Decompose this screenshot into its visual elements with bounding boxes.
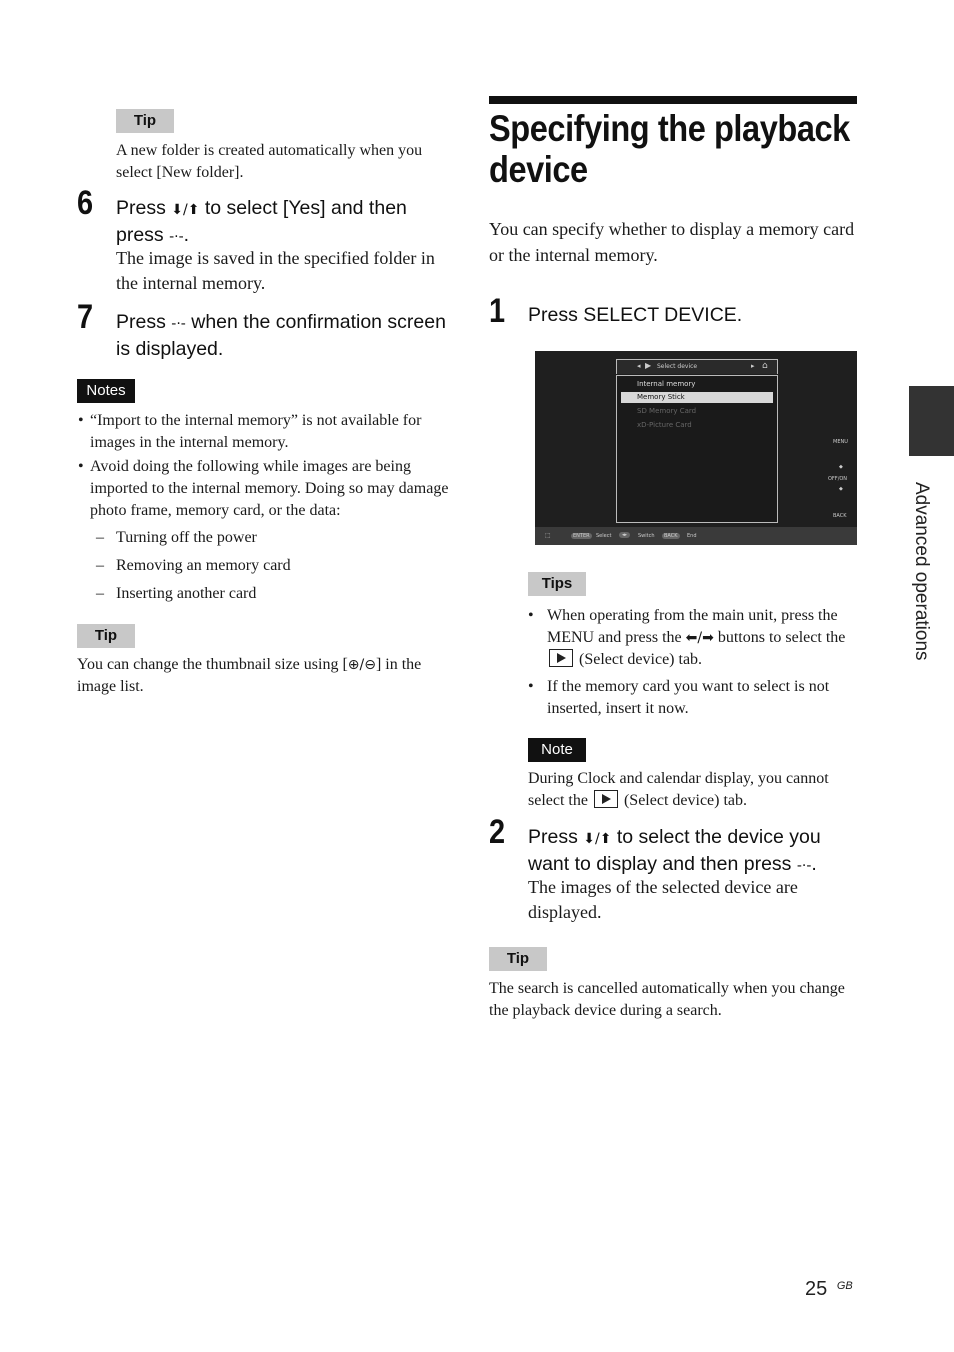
note-text: “Import to the internal memory” is not available for images in the internal memory.: [90, 412, 422, 451]
left-right-arrows-icon: ⬅/➡: [685, 630, 714, 646]
step-body: The image is saved in the specified folder in the internal memory.: [116, 248, 435, 293]
note-text-part: During Clock and calendar display, you cannot select the: [528, 770, 829, 809]
switch-label: Switch: [638, 533, 655, 539]
step-body: The images of the selected device are displayed.: [528, 877, 798, 922]
note-item: • “Import to the internal memory” is not available for images in the internal memory.: [78, 412, 422, 451]
tips-label: Tips: [528, 572, 586, 596]
step-text: .: [811, 853, 817, 875]
menu-tabbar: [616, 359, 778, 374]
note-text-part: (Select device) tab.: [619, 792, 748, 809]
tip-item: • When operating from the main unit, press the MENU and press the ⬅/➡ buttons to select the (Select device) tab.: [528, 607, 846, 668]
side-menu-label: MENU: [833, 439, 848, 445]
device-screenshot: [535, 351, 857, 545]
title-rule: [489, 96, 857, 104]
tip-text: If the memory card you want to select is not inserted, insert it now.: [547, 678, 830, 717]
step-heading: [528, 825, 854, 879]
intro-text: You can specify whether to display a memory card or the internal memory.: [489, 219, 855, 265]
note-label: Note: [528, 738, 586, 762]
tip-text: A new folder is created automatically when you select [New folder].: [116, 142, 423, 181]
sub-item: – Removing an memory card: [96, 557, 291, 574]
step-text: when the confirmation screen is displayed.: [116, 311, 446, 360]
step-heading: [116, 310, 451, 362]
playback-icon: ▶: [645, 361, 652, 370]
end-label: End: [687, 533, 697, 539]
step-heading: Press SELECT DEVICE.: [528, 304, 743, 326]
tip-label: Tip: [489, 947, 547, 971]
step-text: to select [Yes] and then press: [116, 197, 407, 246]
side-nav-down-icon: ◆: [839, 486, 843, 492]
sub-text: Inserting another card: [116, 585, 257, 602]
side-back-label: BACK: [833, 513, 847, 519]
right-arrow-icon: ▸: [751, 362, 755, 370]
select-device-tab-icon: [549, 649, 573, 667]
step-text: Press: [116, 197, 172, 219]
tip-item: • If the memory card you want to select is not inserted, insert it now.: [528, 678, 830, 717]
menu-item[interactable]: Internal memory: [637, 380, 696, 388]
note-text: [528, 768, 854, 812]
switch-key-icon: ◂▸: [619, 532, 630, 538]
page-number-value: 25: [805, 1278, 828, 1300]
tab-title: Select device: [657, 363, 698, 370]
left-arrow-icon: ◂: [637, 362, 641, 370]
tip-text: [77, 654, 452, 698]
side-offon-label: OFF/ON: [828, 476, 848, 482]
step-text: .: [183, 224, 190, 246]
tip-text-part: ] in the image list.: [77, 656, 422, 695]
tip-label: Tip: [77, 624, 135, 648]
enter-icon: -⋅-: [171, 316, 186, 332]
page-suffix: GB: [836, 1280, 853, 1292]
page-number: [805, 1278, 853, 1301]
down-up-arrows-icon: ⬇/⬆: [583, 831, 612, 847]
sub-text: Removing an memory card: [116, 557, 291, 574]
side-nav-up-icon: ◆: [839, 464, 843, 470]
back-key: BACK: [664, 533, 678, 539]
device-menu: [616, 375, 778, 523]
step-number: 2: [489, 813, 506, 851]
step-number: 7: [77, 298, 94, 336]
sub-item: – Turning off the power: [96, 529, 257, 546]
title-line: Specifying the playback: [489, 108, 850, 149]
step-text: Press: [528, 826, 584, 848]
sub-text: Turning off the power: [116, 529, 257, 546]
down-up-arrows-icon: ⬇/⬆: [171, 202, 200, 218]
select-device-tab-icon: [594, 790, 618, 808]
step-heading: [116, 196, 451, 250]
step-number: 1: [489, 292, 506, 330]
tip-label: Tip: [116, 109, 174, 133]
tip-text: (Select device) tab.: [575, 651, 703, 668]
menu-item-selected[interactable]: Memory Stick: [621, 392, 773, 403]
notes-label: Notes: [77, 379, 135, 403]
section-tab: [909, 386, 954, 456]
menu-item-disabled: SD Memory Card: [637, 407, 697, 415]
title-line: device: [489, 149, 588, 190]
step-text: Press: [116, 311, 172, 333]
sub-item: – Inserting another card: [96, 585, 257, 602]
enter-key: ENTER: [573, 533, 590, 539]
step-number: 6: [77, 184, 94, 222]
enter-icon: -⋅-: [796, 858, 812, 874]
tip-text: buttons to select the: [713, 629, 846, 646]
step-text: to select the device you want to display and then press: [528, 826, 821, 875]
tip-text-part: You can change the thumbnail size using [: [77, 656, 348, 673]
bottom-guide-bar: [535, 527, 857, 545]
tip-text: The search is cancelled automatically when you change the playback device during a search.: [489, 980, 845, 1019]
toolbox-icon: ⌂: [762, 361, 768, 371]
page-title: [489, 108, 850, 190]
note-item: • Avoid doing the following while images are being imported to the internal memory. Doing so may damage photo frame, memory card, or the data:: [78, 458, 449, 519]
note-text: Avoid doing the following while images are being imported to the internal memory. Doing so may damage photo frame, memory card, or the data:: [90, 458, 449, 519]
zoom-in-out-icon: ⊕/⊖: [347, 657, 376, 673]
tip-text: When operating from the main unit, press the MENU and press the: [547, 607, 838, 646]
enter-icon: -⋅-: [169, 229, 184, 245]
nav-icon: ⬚: [545, 532, 551, 539]
select-label: Select: [596, 533, 612, 539]
menu-item-disabled: xD-Picture Card: [637, 421, 692, 429]
section-label: Advanced operations: [911, 482, 932, 661]
